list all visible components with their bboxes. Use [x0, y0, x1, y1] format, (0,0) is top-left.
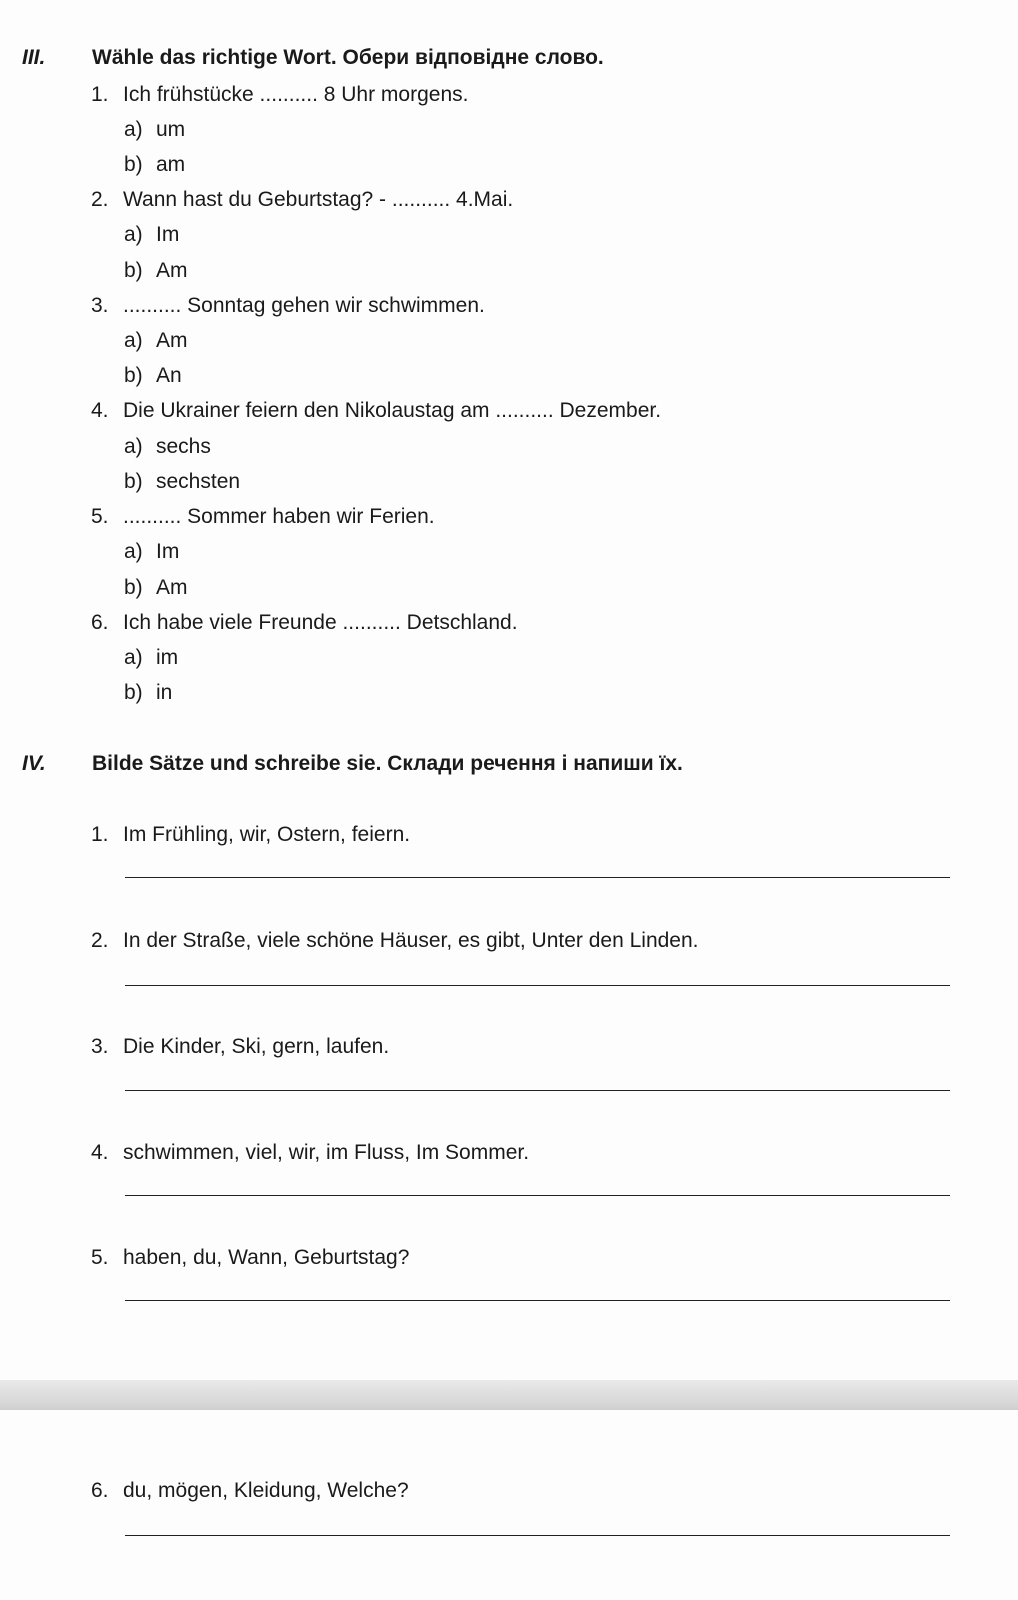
question-text: .......... Sommer haben wir Ferien. — [123, 505, 435, 528]
section-3-number: III. — [22, 46, 46, 69]
item-number: 2. — [91, 929, 109, 952]
option-letter: a) — [124, 435, 143, 458]
answer-line-1[interactable] — [125, 877, 950, 878]
question-6-option-a — [124, 645, 178, 671]
question-number: 6. — [91, 611, 109, 634]
option-text: An — [156, 364, 182, 387]
question-5-option-a — [124, 539, 179, 565]
option-letter: b) — [124, 470, 143, 493]
question-6 — [91, 610, 518, 636]
item-number: 4. — [91, 1141, 109, 1164]
section-3-title: Wähle das richtige Wort. Обери відповідне слово. — [92, 46, 604, 69]
question-text: .......... Sonntag gehen wir schwimmen. — [123, 294, 485, 317]
question-5 — [91, 504, 435, 530]
question-text: Wann hast du Geburtstag? - .......... 4.Mai. — [123, 188, 514, 211]
question-text: Die Ukrainer feiern den Nikolaustag am .......... Dezember. — [123, 399, 662, 422]
question-2 — [91, 187, 513, 213]
question-text: Ich habe viele Freunde .......... Detschland. — [123, 611, 518, 634]
question-number: 2. — [91, 188, 109, 211]
section-4-title: Bilde Sätze und schreibe sie. Склади речення і напиши їх. — [92, 752, 683, 775]
item-number: 6. — [91, 1479, 109, 1502]
answer-line-2[interactable] — [125, 985, 950, 986]
answer-line-4[interactable] — [125, 1195, 950, 1196]
option-text: Am — [156, 259, 188, 282]
answer-line-5[interactable] — [125, 1300, 950, 1301]
page-break — [0, 1380, 1018, 1411]
worksheet-page-2 — [0, 1410, 1018, 1600]
question-3-option-b — [124, 363, 182, 389]
option-text: Im — [156, 540, 180, 563]
section-3-heading — [22, 46, 604, 70]
question-number: 3. — [91, 294, 109, 317]
section-4-heading — [22, 752, 683, 776]
question-3 — [91, 293, 485, 319]
question-4-option-a — [124, 434, 211, 460]
question-4-option-b — [124, 469, 240, 495]
question-text: Ich frühstücke .......... 8 Uhr morgens. — [123, 83, 469, 106]
question-1-option-a — [124, 117, 185, 143]
sentence-item-5 — [91, 1245, 409, 1271]
question-number: 1. — [91, 83, 109, 106]
item-number: 5. — [91, 1246, 109, 1269]
option-letter: b) — [124, 259, 143, 282]
option-letter: b) — [124, 153, 143, 176]
question-6-option-b — [124, 680, 172, 706]
option-text: im — [156, 646, 179, 669]
item-words: haben, du, Wann, Geburtstag? — [123, 1246, 410, 1269]
question-number: 5. — [91, 505, 109, 528]
option-text: Am — [156, 329, 188, 352]
option-text: in — [156, 681, 173, 704]
question-number: 4. — [91, 399, 109, 422]
option-letter: a) — [124, 329, 143, 352]
item-words: In der Straße, viele schöne Häuser, es gibt, Unter den Linden. — [123, 929, 699, 952]
section-4-number: IV. — [22, 752, 46, 775]
option-letter: a) — [124, 540, 143, 563]
option-text: sechs — [156, 435, 211, 458]
answer-line-6[interactable] — [125, 1535, 950, 1536]
option-text: um — [156, 118, 186, 141]
option-letter: a) — [124, 646, 143, 669]
item-number: 3. — [91, 1035, 109, 1058]
item-words: schwimmen, viel, wir, im Fluss, Im Sommer. — [123, 1141, 530, 1164]
sentence-item-6 — [91, 1478, 409, 1504]
sentence-item-4 — [91, 1140, 529, 1166]
item-words: du, mögen, Kleidung, Welche? — [123, 1479, 409, 1502]
option-text: Am — [156, 576, 188, 599]
question-4 — [91, 398, 661, 424]
answer-line-3[interactable] — [125, 1090, 950, 1091]
option-letter: b) — [124, 364, 143, 387]
option-letter: b) — [124, 681, 143, 704]
question-3-option-a — [124, 328, 188, 354]
question-1-option-b — [124, 152, 185, 178]
sentence-item-2 — [91, 928, 699, 954]
question-2-option-a — [124, 222, 179, 248]
option-letter: a) — [124, 118, 143, 141]
sentence-item-3 — [91, 1034, 389, 1060]
option-letter: b) — [124, 576, 143, 599]
question-2-option-b — [124, 258, 188, 284]
sentence-item-1 — [91, 822, 410, 848]
item-number: 1. — [91, 823, 109, 846]
option-text: am — [156, 153, 186, 176]
item-words: Die Kinder, Ski, gern, laufen. — [123, 1035, 390, 1058]
option-text: sechsten — [156, 470, 241, 493]
question-1 — [91, 82, 468, 108]
item-words: Im Frühling, wir, Ostern, feiern. — [123, 823, 411, 846]
option-text: Im — [156, 223, 180, 246]
question-5-option-b — [124, 575, 188, 601]
option-letter: a) — [124, 223, 143, 246]
